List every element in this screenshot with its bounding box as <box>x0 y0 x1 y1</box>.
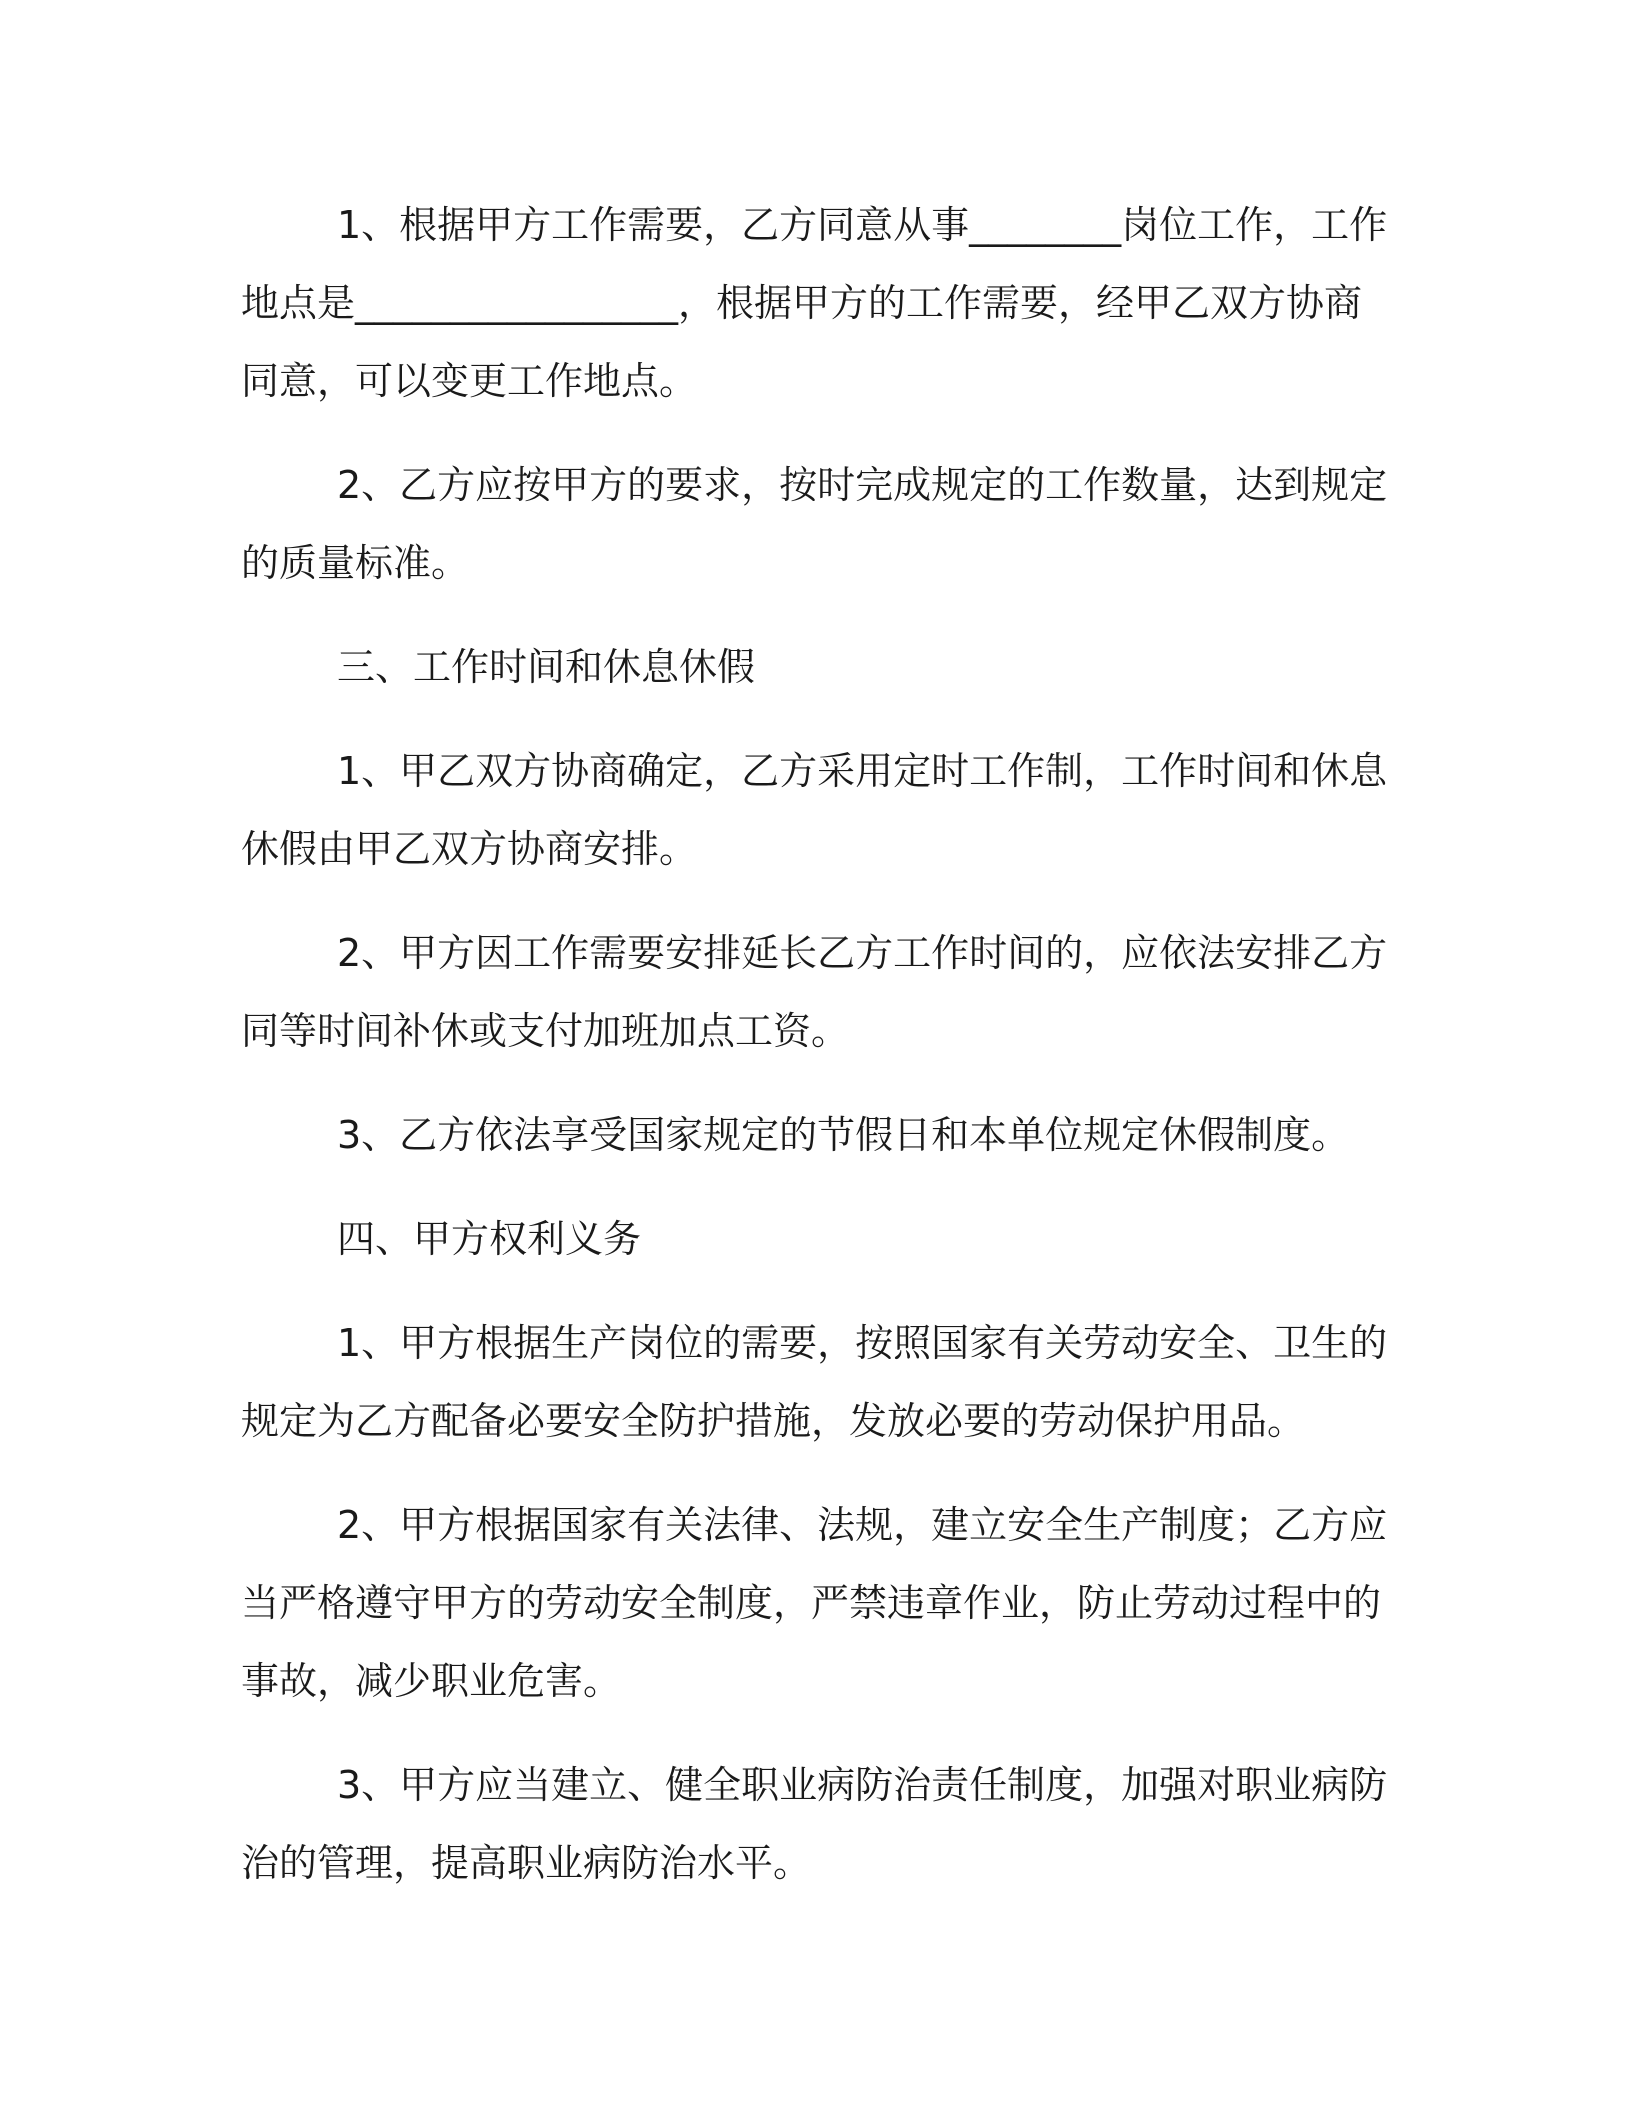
clause-4-2-safety-system: 2、甲方根据国家有关法律、法规，建立安全生产制度；乙方应当严格遵守甲方的劳动安全制度，严禁违章作业，防止劳动过程中的事故，减少职业危害。 <box>241 1503 1388 1703</box>
section-heading-employer-rights: 四、甲方权利义务 <box>337 1217 642 1261</box>
clause-4-1-protective-equipment: 1、甲方根据生产岗位的需要，按照国家有关劳动安全、卫生的规定为乙方配备必要安全防护措施，发放必要的劳动保护用品。 <box>241 1321 1388 1443</box>
section-heading-work-hours: 三、工作时间和休息休假 <box>337 645 756 689</box>
clause-3-3-holidays: 3、乙方依法享受国家规定的节假日和本单位规定休假制度。 <box>337 1113 1350 1157</box>
clause-4-3-occupational-disease: 3、甲方应当建立、健全职业病防治责任制度，加强对职业病防治的管理，提高职业病防治水平。 <box>241 1763 1388 1885</box>
clause-3-2-overtime: 2、甲方因工作需要安排延长乙方工作时间的，应依法安排乙方同等时间补休或支付加班加点工资。 <box>241 931 1388 1053</box>
clause-2-1-job-position: 1、根据甲方工作需要，乙方同意从事________岗位工作，工作地点是_________________，根据甲方的工作需要，经甲乙双方协商同意，可以变更工作地点。 <box>241 203 1388 403</box>
document-body <box>241 186 1391 1928</box>
clause-2-2-work-quantity: 2、乙方应按甲方的要求，按时完成规定的工作数量，达到规定的质量标准。 <box>241 463 1388 585</box>
clause-3-1-work-schedule: 1、甲乙双方协商确定，乙方采用定时工作制，工作时间和休息休假由甲乙双方协商安排。 <box>241 749 1388 871</box>
